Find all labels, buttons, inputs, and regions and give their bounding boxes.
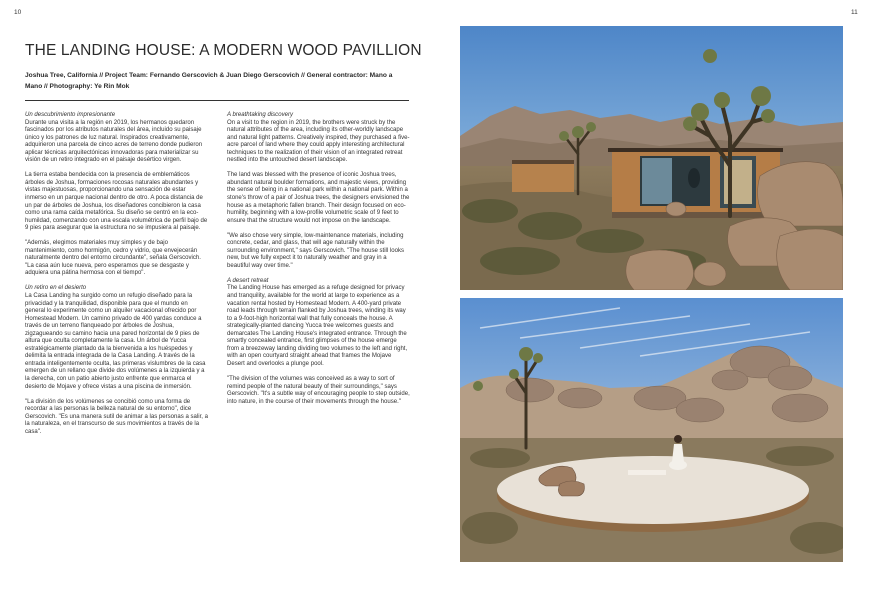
title-rule [25, 100, 409, 101]
photo-house-desert [460, 26, 843, 290]
spanish-column [25, 112, 208, 444]
english-paragraph-2: The land was blessed with the presence of iconic Joshua trees, abundant natural boulder formations, and majestic views, providing the sense of being in a national park within a national park. Within a stone's throw of a pair of Joshua trees, the designers envisioned the house as a metaphoric fallen branch. Their design focused on eco-humility, beginning with a low-profile volumetric scale of 9 feet to ensure that the structure would not impose on the landscape. [227, 172, 410, 224]
photo-meditation-platform [460, 298, 843, 562]
english-paragraph-3: "We also chose very simple, low-maintenance materials, including concrete, cedar, and glass, that will age naturally within the surrounding environment," says Gerscovich. "The house still looks new, but we fully expect it to naturally weather and gray in a beautiful way over time." [227, 232, 405, 269]
english-paragraph-5: "The division of the volumes was conceived as a way to sort of remind people of the natural beauty of their surroundings," says Gerscovich. "It's a subtle way of encouraging people to step outside, into nature, in the course of their movements through the house." [227, 375, 410, 405]
spanish-paragraph-3: "Además, elegimos materiales muy simples y de bajo mantenimiento, como hormigón, cedro y vidrio, que envejecerán naturalmente dentro del entorno circundante", señala Gerscovich. "La casa aún luce nueva, pero esperamos que se desgaste y adquiera una pátina hermosa con el tiempo". [25, 240, 201, 277]
spanish-subheading-2: Un retiro en el desierto [25, 285, 87, 292]
english-subheading-2: A desert retreat [227, 277, 269, 284]
spanish-subheading-1: Un descubrimiento impresionante [25, 112, 116, 118]
english-subheading-1: A breathtaking discovery [227, 112, 293, 118]
english-paragraph-1: On a visit to the region in 2019, the brothers were struck by the natural attributes of the area, including its other-worldly landscape and natural light patterns. Creatively inspired, they purchased a five-acre parcel of land where they could apply interesting architectural techniques to the realization of their vision of an integrated retreat nestled into the untouched desert landscape. [227, 119, 410, 164]
spanish-paragraph-2: La tierra estaba bendecida con la presencia de emblemáticos árboles de Joshua, formaciones rocosas naturales abundantes y vistas majestuosas, proporcionando una sensación de estar inmerso en un parque nacional dentro de otro. A poca distancia de un par de árboles de Joshua, los diseñadores concibieron la casa como una rama caída metafórica. Su diseño se centró en la eco-humildad, comenzando con una escala volumétrica de perfil bajo de 9 pies para asegurar que la estructura no se impusiera al paisaje. [25, 172, 208, 232]
english-paragraph-4: The Landing House has emerged as a refuge designed for privacy and tranquility, available for the world at large to experience as a vacation rental hosted by Homestead Modern. A 400-yard private road leads through terrain flanked by Joshua trees, winding its way to a 9-foot-high horizontal wall that fully conceals the house. A strategically-planted dancing Yucca tree welcomes guests and demarcates The Landing House's integrated entrance. Through the smartly concealed entrance, first glimpses of the house emerge from a breezeway landing dividing two volumes to the left and right, with an open courtyard straight ahead that frames the Mojave Desert and overlooks a plunge pool. [227, 285, 408, 367]
page-number-left: 10 [14, 9, 22, 16]
article-credits: Joshua Tree, California // Project Team: Fernando Gerscovich & Juan Diego Gerscovich // General contractor: Mano a Mano // Photography: Ye Rin Mok [25, 72, 393, 90]
spanish-paragraph-4: La Casa Landing ha surgido como un refugio diseñado para la privacidad y la tranquilidad, disponible para que el mundo en general lo experimente como un alquiler vacacional ofrecido por Homestead Modern. Un camino privado de 400 yardas conduce a través de un terreno flanqueado por árboles de Joshua, zigzagueando su camino hacia una pared horizontal de 9 pies de altura que oculta completamente la casa. Un árbol de Yucca estratégicamente plantado da la bienvenida a los huéspedes y delimita la entrada integrada de la Casa Landing. A través de la entrada inteligentemente oculta, las primeras vislumbres de la casa emergen de un rellano que divide dos volúmenes a la izquierda y a la derecha, con un patio abierto justo enfrente que enmarca el desierto de Mojave y ofrece vistas a una piscina de inmersión. [25, 292, 206, 390]
page-number-right: 11 [851, 9, 858, 16]
english-column [227, 112, 410, 414]
spanish-paragraph-1: Durante una visita a la región en 2019, los hermanos quedaron fascinados por los atributos naturales del área, incluido su paisaje único y los patrones de luz natural. Inspirados creativamente, adquirieron una parcela de cinco acres de terreno donde pudieron aplicar técnicas arquitectónicas innovadoras para materializar su visión de un retiro integrado en el paisaje desértico virgen. [25, 119, 203, 164]
article-title: THE LANDING HOUSE: A MODERN WOOD PAVILLION [25, 42, 422, 59]
spanish-paragraph-5: "La división de los volúmenes se concibió como una forma de recordar a las personas la belleza natural de su entorno", dice Gerscovich. "Es una manera sutil de animar a las personas a salir, a la naturaleza, en el transcurso de sus movimientos a través de la casa". [25, 398, 208, 435]
